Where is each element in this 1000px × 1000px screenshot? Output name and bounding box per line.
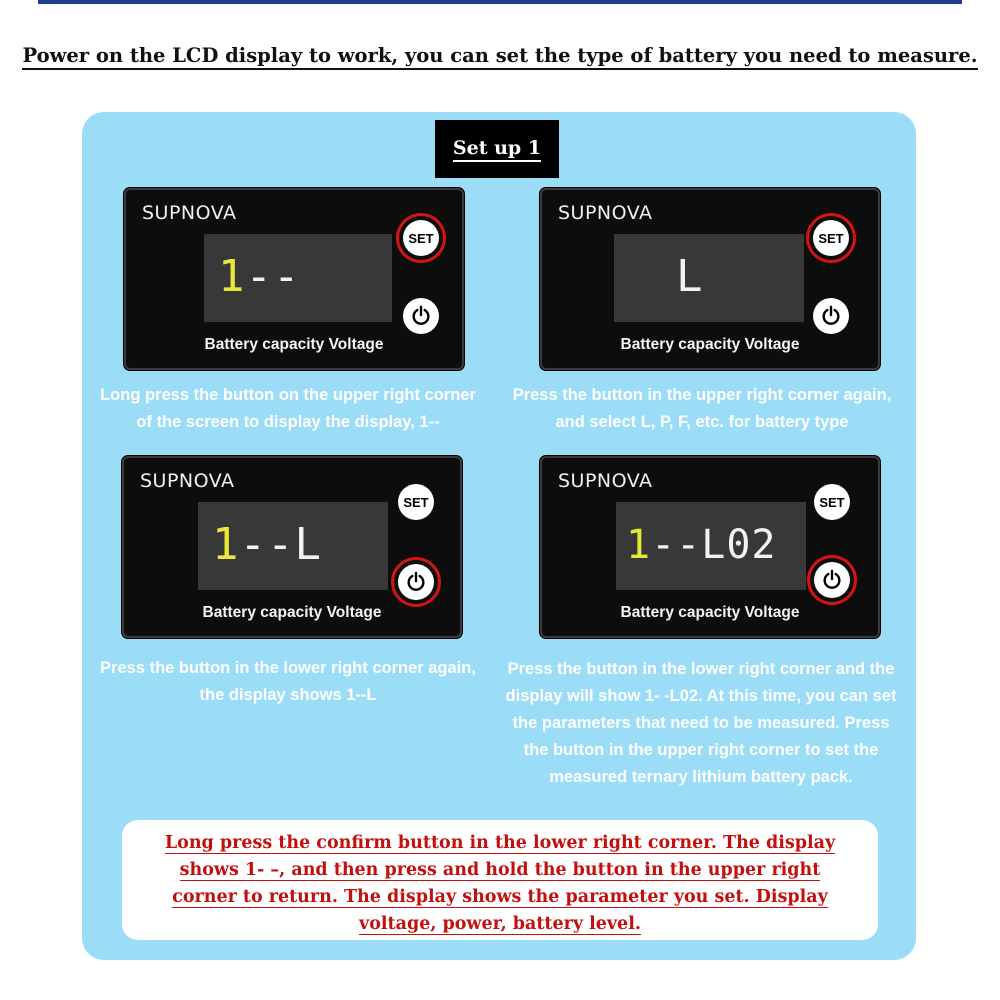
power-icon bbox=[405, 571, 427, 593]
set-button[interactable]: SET bbox=[813, 220, 849, 256]
brand-label: SUPNOVA bbox=[558, 470, 653, 492]
step-description-1: Long press the button on the upper right corner of the screen to display the display, 1-- bbox=[100, 386, 476, 431]
lcd-display-3 bbox=[122, 456, 462, 638]
lcd-screen bbox=[204, 234, 392, 322]
set-button[interactable]: SET bbox=[814, 484, 850, 520]
lcd-readout: 1--L02 bbox=[626, 522, 777, 568]
lcd-screen bbox=[198, 502, 388, 590]
set-button[interactable]: SET bbox=[398, 484, 434, 520]
step-description-2: Press the button in the upper right corner again, and select L, P, F, etc. for battery type bbox=[512, 386, 892, 431]
brand-label: SUPNOVA bbox=[140, 470, 235, 492]
return-note-box bbox=[122, 820, 878, 940]
step-description-3: Press the button in the lower right corner again, the display shows 1--L bbox=[100, 659, 476, 704]
display-caption: Battery capacity Voltage bbox=[202, 604, 382, 621]
power-button[interactable] bbox=[813, 298, 849, 334]
power-button[interactable] bbox=[403, 298, 439, 334]
lcd-readout: 1--L bbox=[212, 519, 322, 570]
lcd-display-4 bbox=[540, 456, 880, 638]
power-icon bbox=[410, 305, 432, 327]
lcd-screen bbox=[616, 502, 806, 590]
step-description-4: Press the button in the lower right corner and the display will show 1- -L02. At this time, you can set the parameters that need to be measured. Press the button in the upper right corner to set the measured ternary lithium battery pack. bbox=[505, 660, 897, 786]
display-caption: Battery capacity Voltage bbox=[620, 336, 800, 353]
lcd-screen bbox=[614, 234, 804, 322]
brand-label: SUPNOVA bbox=[142, 202, 237, 224]
page-headline: Power on the LCD display to work, you can set the type of battery you need to measure. bbox=[0, 44, 1000, 67]
display-caption: Battery capacity Voltage bbox=[620, 604, 800, 621]
lcd-readout: 1-- bbox=[218, 251, 301, 302]
power-button[interactable] bbox=[814, 562, 850, 598]
setup-label: Set up 1 bbox=[435, 120, 559, 178]
lcd-display-2 bbox=[540, 188, 880, 370]
power-button[interactable] bbox=[398, 564, 434, 600]
brand-label: SUPNOVA bbox=[558, 202, 653, 224]
lcd-readout: L bbox=[676, 251, 704, 302]
power-icon bbox=[820, 305, 842, 327]
power-icon bbox=[821, 569, 843, 591]
lcd-display-1 bbox=[124, 188, 464, 370]
return-note-text: Long press the confirm button in the lower right corner. The display shows 1- –, and then press and hold the button in the upper right corner to return. The display shows the parameter you set. Display voltage, power, battery level. bbox=[164, 833, 836, 934]
display-caption: Battery capacity Voltage bbox=[204, 336, 384, 353]
top-rule bbox=[38, 0, 962, 4]
set-button[interactable]: SET bbox=[403, 220, 439, 256]
